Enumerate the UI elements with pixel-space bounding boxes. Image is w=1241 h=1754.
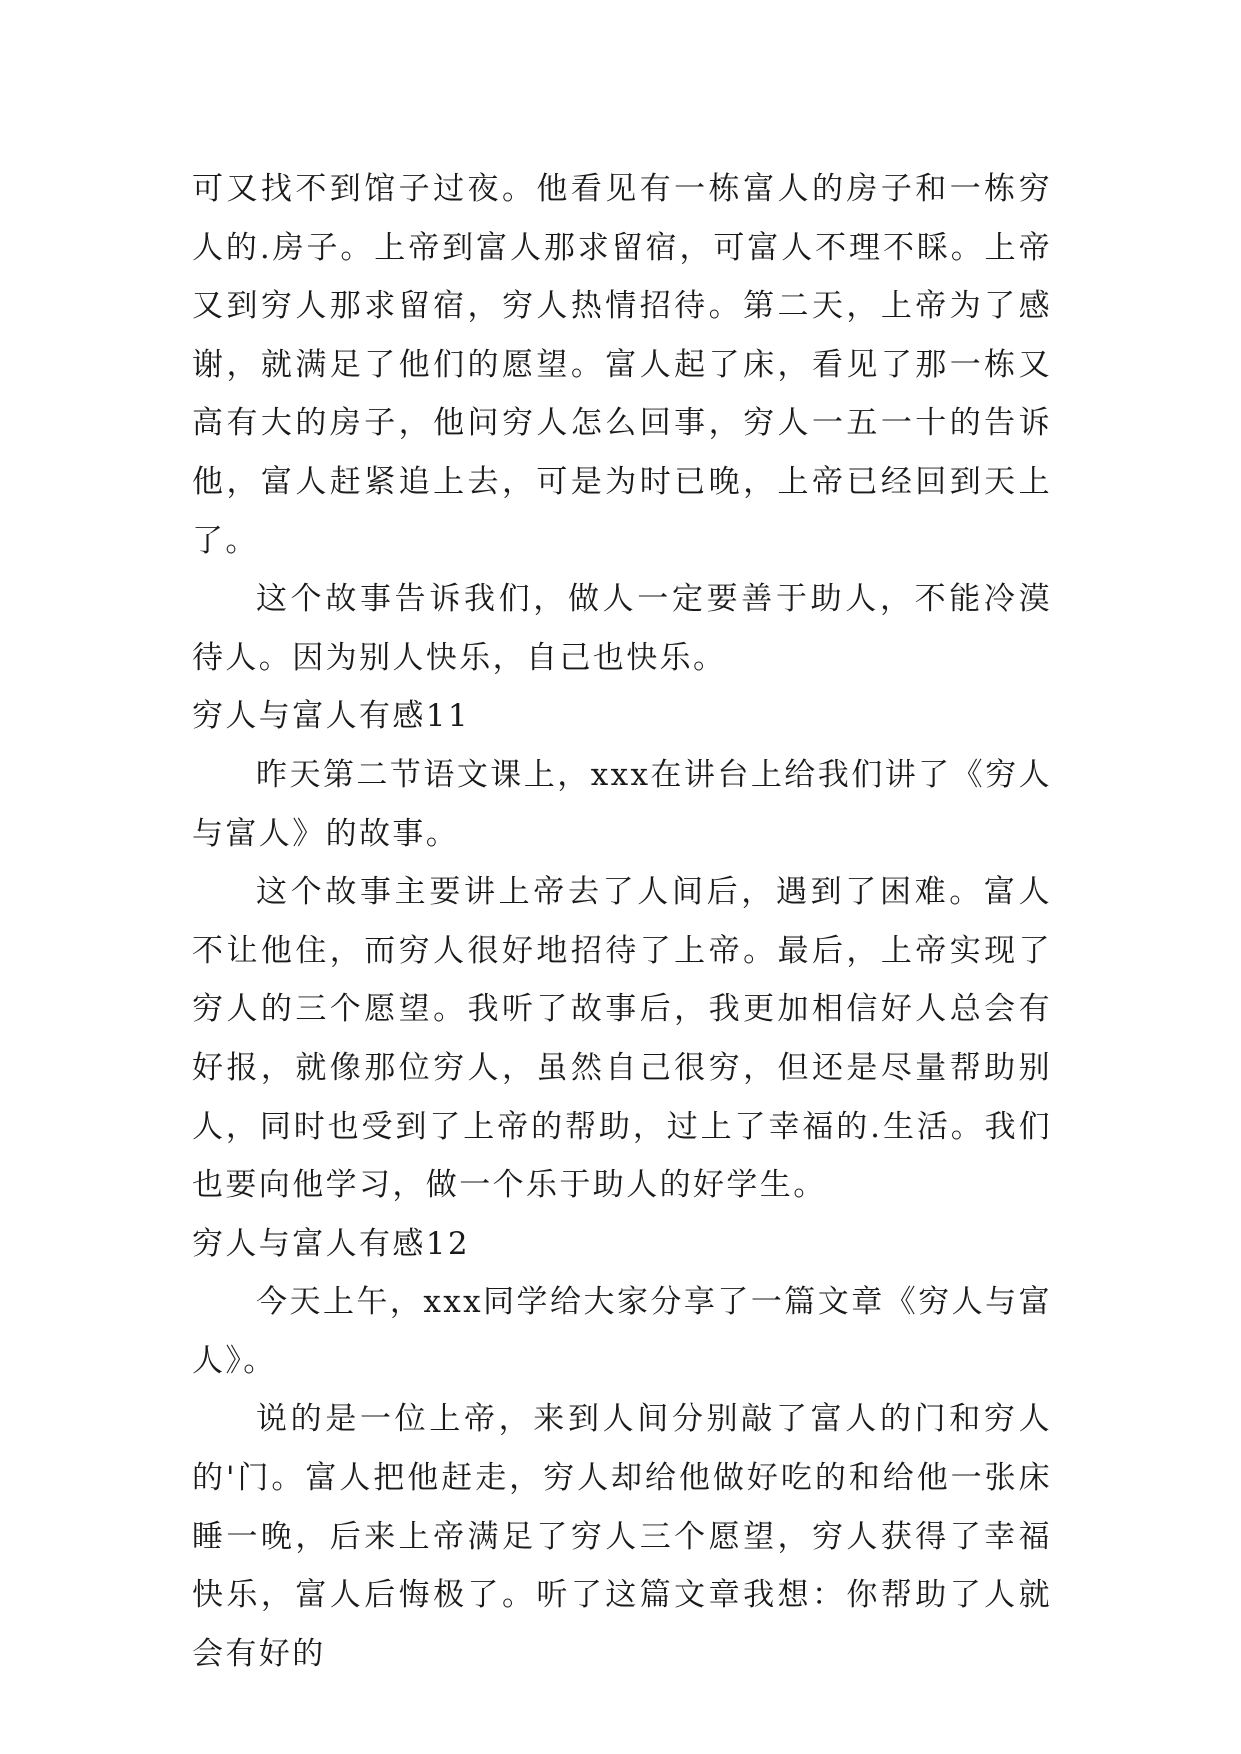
paragraph-12-intro: 今天上午，xxx同学给大家分享了一篇文章《穷人与富人》。	[192, 1284, 1052, 1379]
paragraph-story-moral: 这个故事告诉我们，做人一定要善于助人，不能冷漠待人。因为别人快乐，自己也快乐。	[192, 581, 1052, 676]
paragraph-11-intro: 昨天第二节语文课上，xxx在讲台上给我们讲了《穷人与富人》的故事。	[192, 756, 1052, 852]
paragraph-story-continuation: 可又找不到馆子过夜。他看见有一栋富人的房子和一栋穷人的.房子。上帝到富人那求留宿，可富人不理不睬。上帝又到穷人那求留宿，穷人热情招待。第二天，上帝为了感谢，就满足了他们的愿望。富人起了床，看见了那一栋又高有大的房子，他问穷人怎么回事，穷人一五一十的告诉他，富人赶紧追上去，可是为时已晚，上帝已经回到天上了。	[192, 171, 1052, 559]
section-heading-11: 穷人与富人有感11	[192, 698, 471, 735]
document-body	[192, 160, 1052, 1683]
section-heading-12: 穷人与富人有感12	[192, 1225, 471, 1262]
paragraph-11-body: 这个故事主要讲上帝去了人间后，遇到了困难。富人不让他住，而穷人很好地招待了上帝。最后，上帝实现了穷人的三个愿望。我听了故事后，我更加相信好人总会有好报，就像那位穷人，虽然自己很穷，但还是尽量帮助别人，同时也受到了上帝的帮助，过上了幸福的.生活。我们也要向他学习，做一个乐于助人的好学生。	[192, 874, 1052, 1204]
paragraph-12-body: 说的是一位上帝，来到人间分别敲了富人的门和穷人的'门。富人把他赶走，穷人却给他做好吃的和给他一张床睡一晚，后来上帝满足了穷人三个愿望，穷人获得了幸福快乐，富人后悔极了。听了这篇文章我想：你帮助了人就会有好的	[192, 1401, 1052, 1672]
